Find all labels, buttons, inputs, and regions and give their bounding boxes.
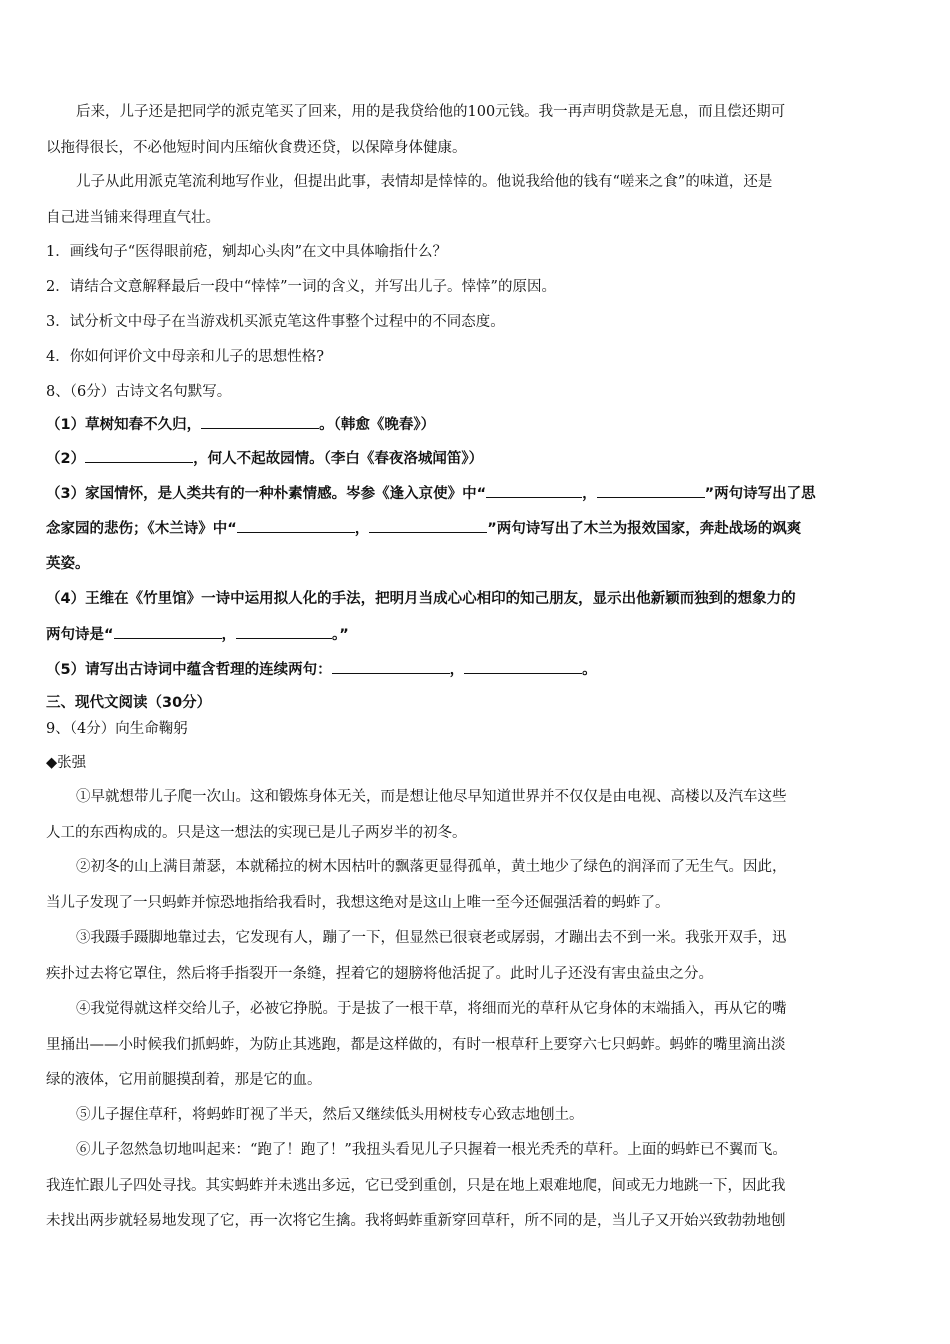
answer-blank[interactable] (332, 659, 450, 674)
story-paragraph-2-line-2: 自己进当铺来得理直气壮。 (46, 210, 220, 226)
q8-item-3-line-3: 英姿。 (46, 556, 90, 572)
article-paragraph-line: 里捅出——小时候我们抓蚂蚱，为防止其逃跑，都是这样做的，有时一根草秆上要穿六七只蚂蚱。蚂蚱的嘴里滴出淡 (46, 1037, 786, 1053)
q8-heading (46, 382, 231, 402)
question-4: 4．你如何评价文中母亲和儿子的思想性格? (46, 349, 324, 365)
answer-blank[interactable] (236, 624, 332, 639)
q8-item-2 (46, 448, 483, 469)
answer-blank[interactable] (237, 518, 355, 533)
q8-item-5-end: 。 (582, 662, 597, 678)
q8-item-1-prefix: （1）草树知春不久归， (46, 417, 202, 433)
q8-item-4-text-b: 两句诗是“ (46, 627, 114, 643)
story-paragraph-1-line-1: 后来，儿子还是把同学的派克笔买了回来，用的是我贷给他的100元钱。我一再声明贷款是无息，而且偿还期可 (76, 104, 786, 120)
answer-blank[interactable] (85, 448, 193, 463)
answer-blank[interactable] (114, 624, 222, 639)
article-paragraph-line: ③我蹑手蹑脚地靠过去，它发现有人，蹦了一下，但显然已很衰老或孱弱，才蹦出去不到一米。我张开双手，迅 (76, 930, 787, 946)
q8-item-3-text-c: ”两句诗写出了思 (704, 486, 816, 502)
question-1: 1．画线句子“医得眼前疮，剜却心头肉”在文中具体喻指什么？ (46, 244, 448, 260)
q8-item-3-line-1 (46, 483, 816, 504)
q8-item-4-line-2 (46, 624, 349, 645)
article-paragraph-line: ①早就想带儿子爬一次山。这和锻炼身体无关，而是想让他尽早知道世界并不仅仅是由电视、高楼以及汽车这些 (76, 789, 787, 805)
question-9-title: 9、（4分）向生命鞠躬 (46, 721, 188, 737)
q8-item-3-comma-1: ， (582, 486, 597, 502)
article-paragraph-line: 未找出两步就轻易地发现了它，再一次将它生擒。我将蚂蚱重新穿回草秆，所不同的是，当儿子又开始兴致勃勃地刨 (46, 1213, 786, 1229)
section-3-heading: 三、现代文阅读（30分） (46, 695, 212, 711)
article-paragraph-line: 人工的东西构成的。只是这一想法的实现已是儿子两岁半的初冬。 (46, 825, 467, 841)
article-paragraph-line: ⑤儿子握住草秆，将蚂蚱盯视了半天，然后又继续低头用树枝专心致志地刨土。 (76, 1107, 584, 1123)
article-paragraph-line: ②初冬的山上满目萧瑟，本就稀拉的树木因枯叶的飘落更显得孤单，黄土地少了绿色的润泽而了无生气。因此， (76, 859, 787, 875)
q8-item-5-prefix: （5）请写出古诗词中蕴含哲理的连续两句： (46, 662, 332, 678)
q8-item-4-comma: ， (221, 627, 237, 643)
answer-blank[interactable] (464, 659, 582, 674)
article-author: ◆张强 (46, 755, 87, 771)
story-paragraph-2-line-1: 儿子从此用派克笔流利地写作业，但提出此事，表情却是悻悻的。他说我给他的钱有“嗟来之食”的味道，还是 (76, 174, 773, 190)
q8-heading-text: 8、（6分）古诗文名句默写。 (46, 384, 232, 400)
q8-item-3-line-2 (46, 518, 801, 539)
question-3: 3．试分析文中母子在当游戏机买派克笔这件事整个过程中的不同态度。 (46, 314, 505, 330)
answer-blank[interactable] (201, 414, 319, 429)
q8-item-3-text-f: ”两句诗写出了木兰为报效国家，奔赴战场的飒爽 (487, 521, 802, 537)
q8-item-4-line-1: （4）王维在《竹里馆》一诗中运用拟人化的手法，把明月当成心心相印的知己朋友，显示出他新颖而独到的想象力的 (46, 591, 796, 607)
article-paragraph-line: 我连忙跟儿子四处寻找。其实蚂蚱并未逃出多远，它已受到重创，只是在地上艰难地爬，间或无力地跳一下，因此我 (46, 1178, 786, 1194)
q8-item-2-suffix: ，何人不起故园情。（李白《春夜洛城闻笛》） (193, 451, 484, 467)
answer-blank[interactable] (369, 518, 487, 533)
q8-item-5 (46, 659, 597, 680)
q8-item-3-text-a: （3）家国情怀，是人类共有的一种朴素情感。岑参《逢入京使》中“ (46, 486, 487, 502)
story-paragraph-1-line-2: 以拖得很长，不必他短时间内压缩伙食费还贷，以保障身体健康。 (46, 140, 467, 156)
question-2: 2．请结合文意解释最后一段中“悻悻”一词的含义，并写出儿子。悻悻”的原因。 (46, 279, 556, 295)
article-paragraph-line: 疾扑过去将它罩住，然后将手指裂开一条缝，捏着它的翅膀将他活捉了。此时儿子还没有害虫益虫之分。 (46, 966, 713, 982)
answer-blank[interactable] (597, 483, 705, 498)
article-paragraph-line: ④我觉得就这样交给儿子，必被它挣脱。于是拔了一根干草，将细而光的草秆从它身体的末端插入，再从它的嘴 (76, 1001, 787, 1017)
answer-blank[interactable] (486, 483, 582, 498)
q8-item-1-suffix: 。（韩愈《晚春》） (319, 417, 436, 433)
article-paragraph-line: ⑥儿子忽然急切地叫起来：“跑了！跑了！”我扭头看见儿子只握着一根光秃秃的草秆。上面的蚂蚱已不翼而飞。 (76, 1142, 787, 1158)
q8-item-5-comma: ， (449, 662, 465, 678)
article-paragraph-line: 绿的液体，它用前腿摸刮着，那是它的血。 (46, 1072, 322, 1088)
q8-item-3-comma-2: ， (354, 521, 370, 537)
q8-item-4-end: 。” (332, 627, 349, 643)
article-paragraph-line: 当儿子发现了一只蚂蚱并惊恐地指给我看时，我想这绝对是这山上唯一至今还倔强活着的蚂蚱了。 (46, 895, 670, 911)
q8-item-2-prefix: （2） (46, 451, 86, 467)
q8-item-3-text-d: 念家园的悲伤；《木兰诗》中“ (46, 521, 237, 537)
q8-item-1 (46, 414, 435, 435)
